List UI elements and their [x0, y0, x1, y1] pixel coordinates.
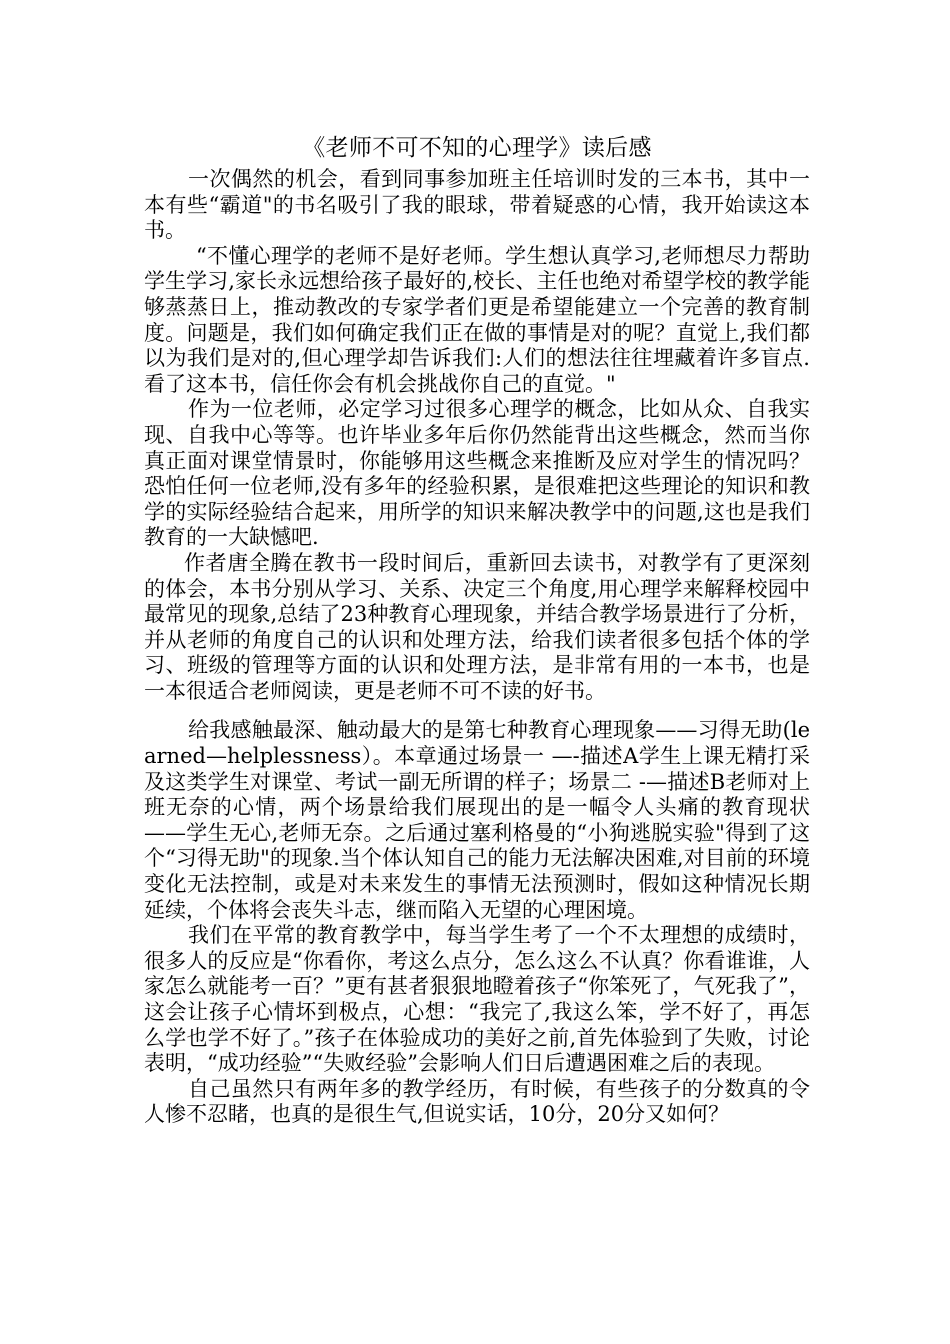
- paragraph-learned-helplessness: 给我感触最深、触动最大的是第七种教育心理现象——习得无助(learned—helplessness）。本章通过场景一 —-描述A学生上课无精打采及这类学生对课堂、考试一副无所谓的样子；场景二 -—描述B老师对上班无奈的心情，两个场景给我们展现出的是一幅令人头痛的教育现状——学生无心,老师无奈。之后通过塞利格曼的“小狗逃脱实验"得到了这个“习得无助"的现象.当个体认知自己的能力无法解决困难,对目前的环境变化无法控制，或是对未来发生的事情无法预测时，假如这种情况长期延续，个体将会丧失斗志，继而陷入无望的心理困境。: [144, 718, 810, 922]
- paragraph-author: 作者唐全腾在教书一段时间后，重新回去读书，对教学有了更深刻的体会，本书分别从学习、关系、决定三个角度,用心理学来解释校园中最常见的现象,总结了23种教育心理现象，并结合教学场景进行了分析，并从老师的角度自己的认识和处理方法，给我们读者很多包括个体的学习、班级的管理等方面的认识和处理方法，是非常有用的一本书，也是一本很适合老师阅读，更是老师不可不读的好书。: [144, 550, 810, 703]
- document-page: [144, 132, 810, 1128]
- document-title: 《老师不可不知的心理学》读后感: [302, 135, 652, 161]
- paragraph-quote: “不懂心理学的老师不是好老师。学生想认真学习,老师想尽力帮助学生学习,家长永远想给孩子最好的,校长、主任也绝对希望学校的教学能够蒸蒸日上，推动教改的专家学者们更是希望能建立一个完善的教育制度。问题是，我们如何确定我们正在做的事情是对的呢？直觉上,我们都以为我们是对的,但心理学却告诉我们:人们的想法往往埋藏着许多盲点.看了这本书，信任你会有机会挑战你自己的直觉。": [144, 243, 810, 396]
- paragraph-own-experience: 自己虽然只有两年多的教学经历，有时候，有些孩子的分数真的令人惨不忍睹，也真的是很生气,但说实话，10分，20分又如何？: [144, 1076, 810, 1127]
- paragraph-daily-teaching: 我们在平常的教育教学中，每当学生考了一个不太理想的成绩时，很多人的反应是“你看你，考这么点分，怎么这么不认真？你看谁谁，人家怎么就能考一百？”更有甚者狠狠地瞪着孩子“你笨死了，气死我了”，这会让孩子心情坏到极点，心想：“我完了,我这么笨，学不好了，再怎么学也学不好了。”孩子在体验成功的美好之前,首先体验到了失败，讨论表明，“成功经验”“失败经验”会影响人们日后遭遇困难之后的表现。: [144, 923, 810, 1076]
- paragraph-teacher-concepts: 作为一位老师，必定学习过很多心理学的概念，比如从众、自我实现、自我中心等等。也许毕业多年后你仍然能背出这些概念，然而当你真正面对课堂情景时，你能够用这些概念来推断及应对学生的情况吗？恐怕任何一位老师,没有多年的经验积累，是很难把这些理论的知识和教学的实际经验结合起来，用所学的知识来解决教学中的问题,这也是我们教育的一大缺憾吧.: [144, 397, 810, 550]
- paragraph-intro: 一次偶然的机会，看到同事参加班主任培训时发的三本书，其中一本有些“霸道"的书名吸引了我的眼球，带着疑惑的心情，我开始读这本书。: [144, 167, 810, 243]
